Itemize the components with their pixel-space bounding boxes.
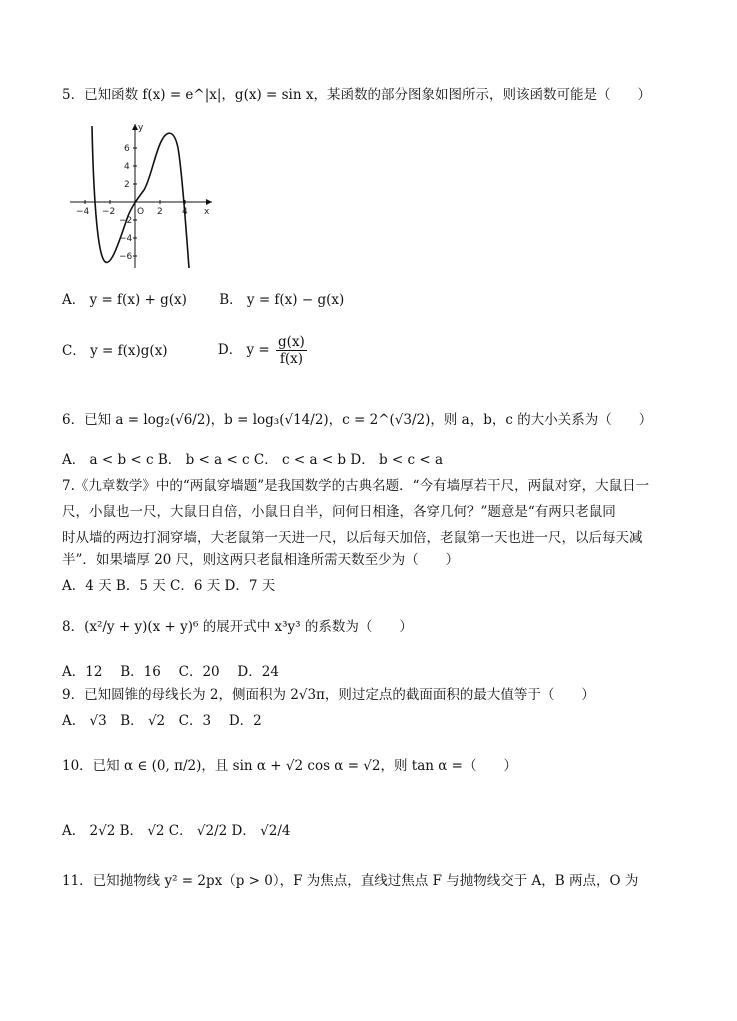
x-axis-label: x xyxy=(204,207,210,217)
q8-stem: 8．(x²/y + y)(x + y)⁶ 的展开式中 x³y³ 的系数为（ ） xyxy=(62,619,413,635)
q5-stem: 5．已知函数 f(x) = e^|x|，g(x) = sin x，某函数的部分图象如图所示，则该函数可能是（ ） xyxy=(62,87,651,103)
x-tick-label: 4 xyxy=(182,207,188,217)
q5-options-row-2 xyxy=(62,334,309,367)
q5-function-graph xyxy=(62,118,222,270)
y-tick-label: −4 xyxy=(119,234,133,244)
x-tick-label: −4 xyxy=(76,207,90,217)
q9-stem: 9．已知圆锥的母线长为 2，侧面积为 2√3π，则过定点的截面面积的最大值等于（ ） xyxy=(62,687,595,703)
y-tick-label: −2 xyxy=(119,216,133,226)
q5-option-a[interactable]: A． y = f(x) + g(x) xyxy=(62,292,187,308)
y-tick-label: −6 xyxy=(119,252,133,262)
q5-options-row-1 xyxy=(62,291,344,309)
q6-options[interactable]: A． a < b < c B． b < a < c C． c < a < b D． b < c < a xyxy=(62,452,444,468)
q5-option-d-prefix: D． y = xyxy=(217,342,270,358)
origin-label: O xyxy=(137,207,145,217)
fraction-numerator: g(x) xyxy=(278,334,305,350)
q7-text-line: 时从墙的两边打洞穿墙，大老鼠第一天进一尺，以后每天加倍，老鼠第一天也进一尺，以后每天减 xyxy=(62,530,643,546)
function-curve xyxy=(92,126,189,268)
q5-option-c[interactable]: C． y = f(x)g(x) xyxy=(62,342,168,359)
q10-options[interactable]: A． 2√2 B． √2 C． √2/2 D． √2/4 xyxy=(62,823,291,839)
y-tick-label: 6 xyxy=(124,144,130,154)
x-tick-label: 2 xyxy=(157,207,163,217)
q7-text-line: 7.《九章数学》中的“两鼠穿墙题”是我国数学的古典名题．“今有墙厚若干尺，两鼠对穿，大鼠日一 xyxy=(62,478,650,494)
fraction-denominator: f(x) xyxy=(279,351,303,367)
q8-options[interactable]: A．12 B．16 C．20 D．24 xyxy=(62,664,279,680)
q11-stem: 11．已知抛物线 y² = 2px（p > 0），F 为焦点，直线过焦点 F 与抛物线交于 A，B 两点，O 为 xyxy=(62,873,639,889)
q9-options[interactable]: A． √3 B． √2 C．3 D．2 xyxy=(62,713,262,729)
q6-stem: 6．已知 a = log₂(√6/2)，b = log₃(√14/2)，c = 2^(√3/2)，则 a，b，c 的大小关系为（ ） xyxy=(62,412,653,428)
q5-option-d-fraction xyxy=(276,334,307,367)
y-axis-label: y xyxy=(138,123,144,133)
y-tick-label: 4 xyxy=(124,162,130,172)
q5-option-d[interactable] xyxy=(218,334,309,367)
q7-options[interactable]: A．4 天 B．5 天 C．6 天 D．7 天 xyxy=(62,578,276,594)
x-axis-arrow xyxy=(206,199,212,205)
q10-stem: 10．已知 α ∈ (0, π/2)，且 sin α + √2 cos α = √2，则 tan α =（ ） xyxy=(62,758,517,774)
x-tick-label: −2 xyxy=(102,207,116,217)
y-tick-label: 2 xyxy=(124,180,130,190)
q7-text-line: 半”．如果墙厚 20 尺，则这两只老鼠相逢所需天数至少为（ ） xyxy=(62,552,460,568)
q7-text-line: 尺，小鼠也一尺，大鼠日自倍，小鼠日自半，问何日相逢，各穿几何？”题意是“有两只老鼠同 xyxy=(62,504,616,520)
q5-option-b[interactable]: B． y = f(x) − g(x) xyxy=(219,292,345,308)
